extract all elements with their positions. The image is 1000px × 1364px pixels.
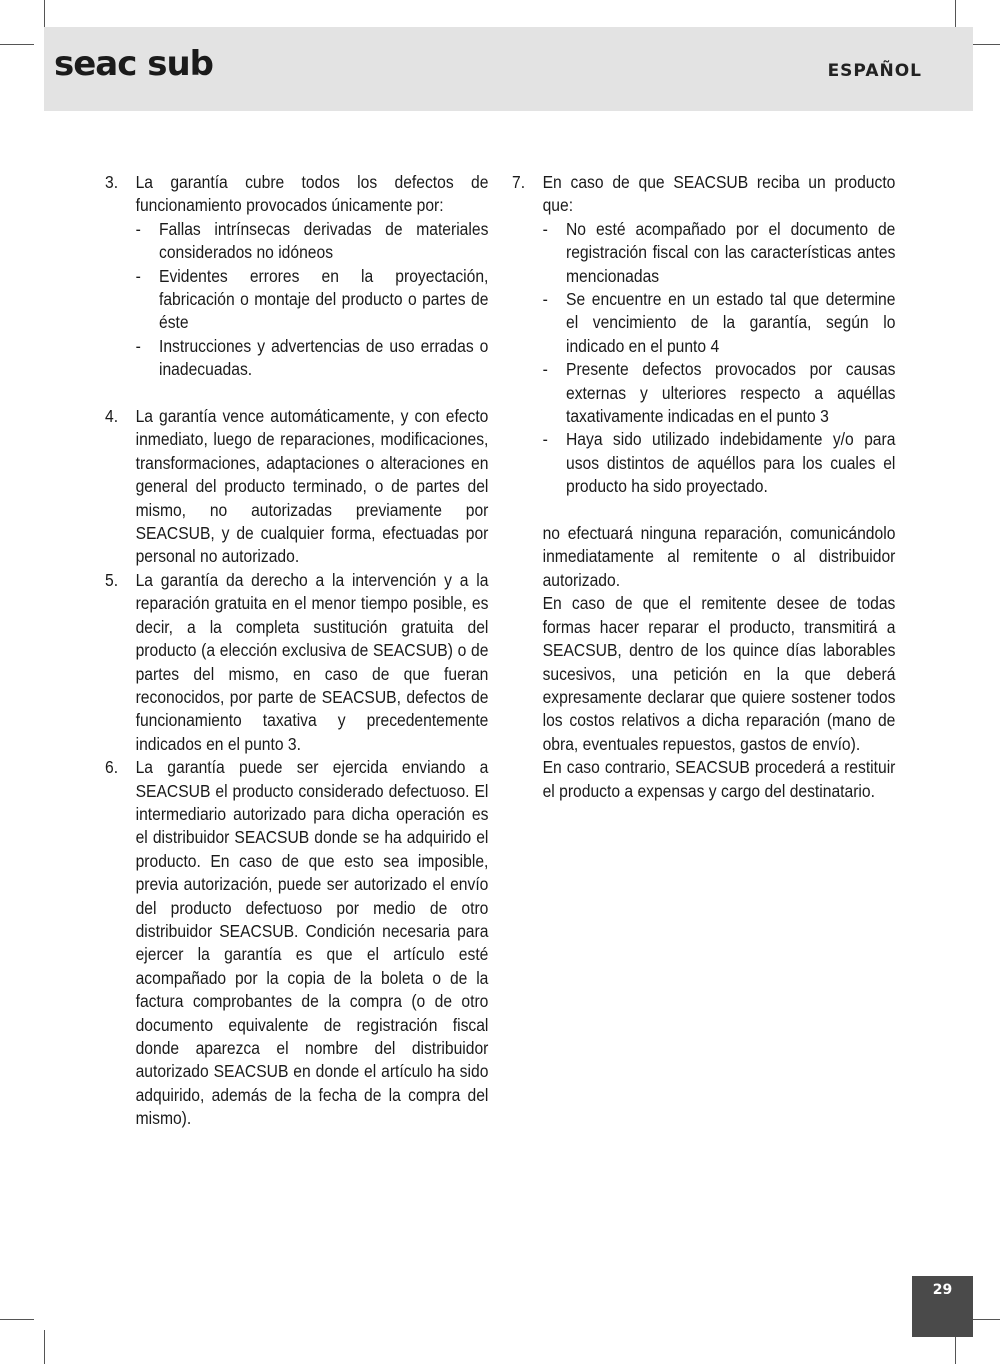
paragraph: En caso contrario, SEACSUB procederá a restituir el producto a expensas y cargo del destinatario. bbox=[542, 757, 896, 801]
item-body bbox=[543, 171, 896, 499]
bullet-item: - Fallas intrínsecas derivadas de materiales considerados no idóneos bbox=[136, 218, 489, 265]
dash-icon: - bbox=[135, 335, 141, 356]
list-item-3 bbox=[105, 171, 488, 382]
dash-icon: - bbox=[542, 218, 548, 239]
right-column bbox=[512, 171, 895, 803]
bullet-item: - Evidentes errores en la proyectación, fabricación o montaje del producto o partes de éste bbox=[136, 265, 489, 335]
paragraph: En caso de que el remitente desee de todas formas hacer reparar el producto, transmitirá a SEACSUB, dentro de los quince días laborables sucesivos, una petición en la que deberá expresamente declarar que quiere sostener todos los costos relativos a dicha reparación (mano de obra, eventuales repuestos, gastos de envío). bbox=[542, 593, 896, 754]
item-text: La garantía vence automáticamente, y con efecto inmediato, luego de reparaciones, modificaciones, transformaciones, adaptaciones o alteraciones en general del producto terminado, o de partes del mismo, no autorizadas previamente por SEACSUB, y de cualquier forma, efectuadas por personal no autorizado. bbox=[135, 406, 489, 567]
list-item-5 bbox=[105, 569, 488, 756]
item-number: 7. bbox=[512, 172, 526, 192]
language-label: ESPAÑOL bbox=[827, 61, 922, 81]
paragraph: no efectuará ninguna reparación, comunicándolo inmediatamente al remitente o al distribuidor autorizado. bbox=[542, 523, 896, 590]
item-number: 6. bbox=[105, 757, 119, 778]
item-text: La garantía da derecho a la intervención y a la reparación gratuita en el menor tiempo posible, es decir, a la completa sustitución gratuita del producto (a elección exclusiva de SEACSUB) o de partes del mismo, en caso de que fueran reconocidos, por parte de SEACSUB, defectos de funcionamiento taxativa y precedentemente indicados en el punto 3. bbox=[135, 569, 489, 754]
item-body bbox=[136, 171, 489, 382]
dash-icon: - bbox=[135, 218, 141, 239]
bullet-item: - Instrucciones y advertencias de uso erradas o inadecuadas. bbox=[136, 335, 489, 382]
left-column bbox=[105, 171, 488, 1131]
list-item-4 bbox=[105, 405, 488, 569]
crop-mark bbox=[44, 1330, 45, 1364]
item-text: En caso de que SEACSUB reciba un producto que: bbox=[542, 172, 896, 216]
bullet-item: - Se encuentre en un estado tal que determine el vencimiento de la garantía, según lo indicado en el punto 4 bbox=[543, 288, 896, 358]
list-item-7 bbox=[512, 171, 895, 499]
bullet-item: - Presente defectos provocados por causas externas y ulteriores respecto a aquéllas taxativamente indicadas en el punto 3 bbox=[543, 358, 896, 428]
dash-icon: - bbox=[542, 289, 548, 310]
item-text: La garantía puede ser ejercida enviando a SEACSUB el producto considerado defectuoso. El intermediario autorizado para dicha operación es el distribuidor SEACSUB donde se ha adquirido el producto. En caso de que esto sea imposible, previa autorización, puede ser autorizado el envío del producto defectuoso por medio de otro distribuidor SEACSUB. Condición necesaria para ejercer la garantía es que el artículo esté acompañado por la copia de la boleta o de la factura comprobantes de la compra (o de otro documento equivalente de registración fiscal donde aparezca el nombre del distribuidor autorizado SEACSUB en donde el artículo ha sido adquirido, además de la fecha de la compra del mismo). bbox=[135, 757, 489, 1129]
item-number: 4. bbox=[105, 406, 119, 427]
dash-icon: - bbox=[542, 359, 548, 380]
dash-icon: - bbox=[542, 429, 548, 450]
crop-mark bbox=[0, 44, 34, 45]
bullet-item: - Haya sido utilizado indebidamente y/o para usos distintos de aquéllos para los cuales el producto ha sido proyectado. bbox=[543, 428, 896, 498]
bullet-item: - No esté acompañado por el documento de registración fiscal con las características antes mencionadas bbox=[543, 218, 896, 288]
brand-logo: seac sub bbox=[54, 44, 214, 84]
dash-icon: - bbox=[135, 265, 141, 286]
crop-mark bbox=[0, 1319, 34, 1320]
item-text: La garantía cubre todos los defectos de funcionamiento provocados únicamente por: bbox=[135, 172, 489, 216]
item-number: 3. bbox=[105, 172, 119, 192]
page-number: 29 bbox=[912, 1276, 973, 1337]
item-number: 5. bbox=[105, 569, 119, 590]
list-item-6 bbox=[105, 756, 488, 1131]
